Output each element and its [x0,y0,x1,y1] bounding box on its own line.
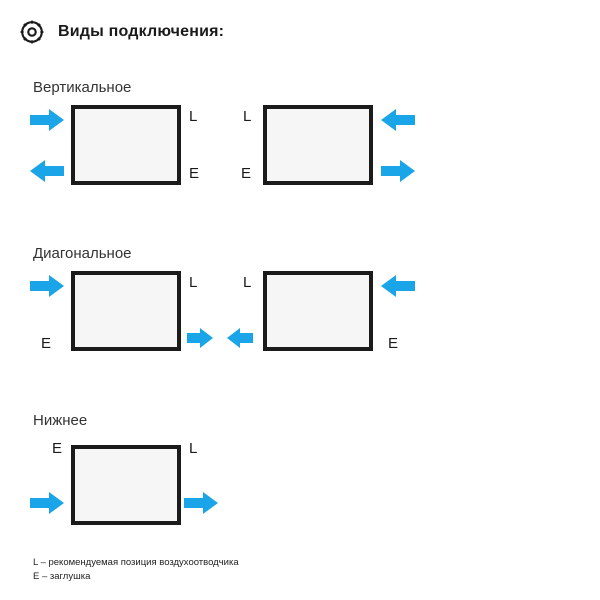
gear-icon [18,18,46,46]
arrow-outlet-bottom-right [184,492,218,514]
port-label-E: E [189,165,200,182]
arrow-inlet-bottom-left [30,492,64,514]
footnote-L: L – рекомендуемая позиция воздухоотводчика [33,557,239,568]
arrow-inlet-vertical-right-top [381,109,415,131]
page-title: Виды подключения: [58,23,225,40]
port-label-L: L [243,108,252,125]
port-label-E: E [241,165,252,182]
port-label-L: L [243,274,252,291]
port-label-E: E [41,335,52,352]
port-label-L: L [189,440,198,457]
arrow-outlet-vertical-left-bottom [30,160,64,182]
footnote-E: E – заглушка [33,570,91,582]
section-title-diagonal: Диагональное [33,245,132,262]
port-label-E: E [388,335,399,352]
radiator-diagonal-left [71,271,181,351]
header [18,18,224,46]
radiator-vertical-left [71,105,181,185]
port-label-E: E [52,440,63,457]
port-label-L: L [189,274,198,291]
section-title-vertical: Вертикальное [33,79,132,96]
arrow-inlet-vertical-left-top [30,109,64,131]
radiator-bottom [71,445,181,525]
radiator-vertical-right [263,105,373,185]
section-title-bottom: Нижнее [33,412,88,429]
port-label-L: L [189,108,198,125]
arrow-inlet-diagonal-left-top [30,275,64,297]
arrow-inlet-diagonal-right-top [381,275,415,297]
radiator-diagonal-right [263,271,373,351]
arrow-outlet-diagonal-left-bottom [187,328,213,348]
footnotes [33,556,239,584]
arrow-outlet-vertical-right-bottom [381,160,415,182]
arrow-outlet-diagonal-right-bottom [227,328,253,348]
